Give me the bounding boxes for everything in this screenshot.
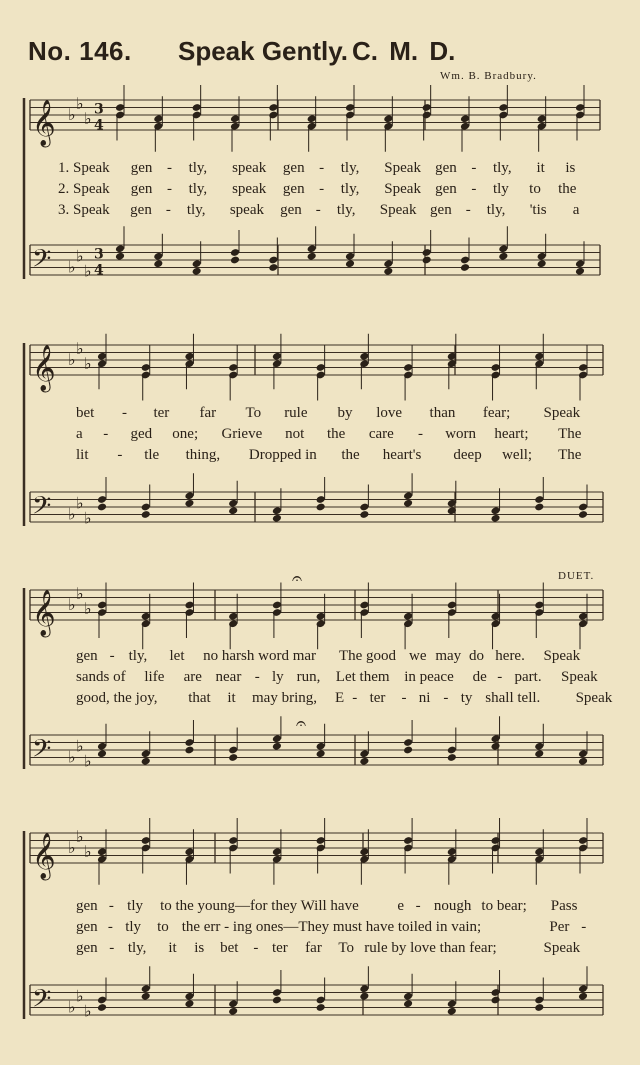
lyric-syllable: lit — [76, 447, 89, 463]
flat-key-signature-icon: ♭ — [68, 105, 76, 124]
lyric-syllable: no harsh word mar — [203, 648, 317, 664]
lyric-syllable: tly — [125, 919, 142, 935]
lyric-syllable: it — [227, 690, 236, 706]
lyric-syllable: that — [188, 690, 211, 706]
lyric-syllable: gen — [130, 160, 153, 176]
lyric-syllable: gen — [435, 160, 457, 176]
lyric-syllable: - — [315, 202, 321, 218]
lyric-syllable: nough — [433, 898, 472, 914]
note-head — [97, 1003, 107, 1012]
lyric-syllable: may — [435, 648, 462, 664]
lyric-syllable: ter — [153, 405, 170, 421]
lyric-syllable: ly — [272, 669, 284, 685]
bass-clef-icon: 𝄢 — [32, 244, 52, 280]
lyric-syllable: one; — [172, 426, 199, 442]
lyric-syllable: to — [529, 181, 541, 197]
lyric-syllable: tly, — [486, 202, 506, 218]
time-signature-icon: 3 — [94, 101, 104, 118]
lyric-syllable: bet — [220, 940, 239, 956]
lyric-syllable: e — [397, 898, 405, 914]
lyric-syllable: speak — [229, 202, 264, 218]
flat-key-signature-icon: ♭ — [76, 583, 84, 603]
note-head — [491, 742, 501, 751]
note-head — [403, 999, 413, 1008]
lyric-syllable: - — [471, 181, 477, 197]
flat-key-signature-icon: ♭ — [76, 986, 84, 1006]
lyric-syllable: - — [166, 181, 172, 197]
flat-key-signature-icon: ♭ — [84, 353, 92, 373]
lyric-syllable: to bear; — [481, 898, 527, 914]
lyric-syllable: gen — [130, 202, 152, 218]
lyric-syllable: - — [471, 160, 477, 176]
lyric-syllable: in peace — [404, 669, 454, 685]
lyric-syllable: ni — [418, 690, 431, 706]
note-head — [460, 263, 470, 272]
note-head — [498, 252, 508, 261]
lyric-line — [0, 202, 640, 222]
note-head — [192, 267, 202, 276]
treble-clef-icon: 𝄞 — [32, 833, 56, 879]
note-head — [141, 757, 151, 766]
flat-key-signature-icon: ♭ — [68, 595, 76, 614]
lyric-syllable: tly — [492, 181, 509, 197]
lyric-syllable: is — [194, 940, 205, 956]
lyric-syllable: de — [472, 669, 487, 685]
treble-clef-icon: 𝄞 — [32, 590, 56, 636]
note-head — [230, 256, 240, 265]
lyric-syllable: - — [253, 940, 259, 956]
note-head — [316, 1003, 326, 1012]
lyric-syllable: the — [558, 181, 577, 197]
lyric-syllable: 3. Speak — [58, 202, 110, 218]
lyric-syllable: here. — [495, 648, 525, 664]
lyric-syllable: - — [319, 181, 325, 197]
lyric-syllable: tly, — [336, 202, 356, 218]
lyric-syllable: - — [443, 690, 449, 706]
fermata-icon: 𝄐 — [292, 568, 303, 589]
lyric-syllable: care — [368, 426, 394, 442]
lyric-syllable: 1. Speak — [58, 160, 110, 176]
note-head — [403, 746, 413, 755]
lyric-line — [0, 181, 640, 201]
note-head — [268, 263, 278, 272]
note-head — [184, 746, 194, 755]
lyric-syllable: Per — [549, 919, 570, 935]
lyric-syllable: - — [122, 405, 128, 421]
lyric-syllable: life — [144, 669, 165, 685]
lyric-syllable: let — [169, 648, 185, 664]
flat-key-signature-icon: ♭ — [84, 108, 92, 128]
flat-key-signature-icon: ♭ — [76, 246, 84, 266]
note-head — [115, 252, 125, 261]
lyric-line — [0, 648, 640, 668]
note-head — [403, 499, 413, 508]
lyric-syllable: - — [165, 202, 171, 218]
note-head — [578, 510, 588, 519]
flat-key-signature-icon: ♭ — [68, 747, 76, 767]
lyric-syllable: it — [168, 940, 177, 956]
lyric-syllable: - — [319, 160, 325, 176]
lyric-syllable: - — [415, 898, 421, 914]
lyric-syllable: it — [536, 160, 545, 176]
lyric-syllable: Speak — [543, 940, 581, 956]
lyric-line — [0, 669, 640, 689]
lyric-syllable: The — [558, 426, 582, 442]
note-head — [97, 749, 107, 758]
note-head — [184, 999, 194, 1008]
lyric-syllable: - — [117, 447, 123, 463]
flat-key-signature-icon: ♭ — [84, 598, 92, 618]
fermata-icon: 𝄐 — [296, 713, 307, 734]
lyric-syllable: gen — [130, 181, 153, 197]
flat-key-signature-icon: ♭ — [76, 93, 84, 113]
lyric-syllable: deep — [453, 447, 482, 463]
lyric-syllable: rule — [284, 405, 308, 421]
lyric-syllable: gen — [282, 181, 305, 197]
lyric-line — [0, 690, 640, 710]
note-head — [575, 267, 585, 276]
note-head — [345, 259, 355, 268]
lyric-syllable: tly, — [492, 160, 512, 176]
hymn-meter: C. M. D. — [352, 36, 456, 66]
time-signature-icon: 4 — [94, 117, 104, 134]
lyric-syllable: Speak — [575, 690, 613, 706]
lyric-syllable: - — [465, 202, 471, 218]
lyric-syllable: - — [352, 690, 358, 706]
note-head — [534, 1003, 544, 1012]
lyric-syllable: bet — [76, 405, 95, 421]
note-head — [141, 992, 151, 1001]
note-head — [272, 742, 282, 751]
bass-clef-icon: 𝄢 — [32, 491, 52, 527]
lyric-syllable: near — [215, 669, 242, 685]
flat-key-signature-icon: ♭ — [76, 338, 84, 358]
bass-clef-icon: 𝄢 — [32, 734, 52, 770]
lyric-syllable: shall tell. — [485, 690, 541, 706]
lyric-syllable: to — [157, 919, 169, 935]
note-head — [153, 259, 163, 268]
lyric-syllable: tly, — [127, 940, 147, 956]
note-head — [316, 503, 326, 512]
note-head — [534, 749, 544, 758]
lyric-syllable: tly, — [128, 648, 148, 664]
lyric-syllable: - — [254, 669, 260, 685]
lyric-syllable: E — [335, 690, 345, 706]
lyric-syllable: tly, — [340, 160, 360, 176]
time-signature-icon: 4 — [94, 262, 104, 279]
note-head — [491, 514, 501, 523]
treble-clef-icon: 𝄞 — [32, 100, 56, 146]
lyric-syllable: far — [305, 940, 322, 956]
flat-key-signature-icon: ♭ — [84, 841, 92, 861]
lyric-line — [0, 405, 640, 425]
lyric-syllable: ty — [460, 690, 473, 706]
lyric-syllable: gen — [76, 898, 98, 914]
lyric-syllable: tle — [144, 447, 160, 463]
flat-key-signature-icon: ♭ — [68, 257, 76, 277]
note-head — [383, 267, 393, 276]
hymn-number: No. 146. — [28, 36, 132, 66]
note-head — [228, 753, 238, 762]
note-head — [578, 992, 588, 1001]
bass-clef-icon: 𝄢 — [32, 984, 52, 1020]
lyric-syllable: Speak — [384, 160, 421, 176]
lyric-syllable: gen — [76, 940, 98, 956]
lyric-syllable: sands of — [76, 669, 126, 685]
lyric-syllable: speak — [232, 160, 267, 176]
lyric-syllable: - — [401, 690, 407, 706]
flat-key-signature-icon: ♭ — [76, 736, 84, 756]
lyric-syllable: - — [108, 898, 114, 914]
lyric-syllable: gen — [430, 202, 452, 218]
lyric-line — [0, 940, 640, 960]
lyric-syllable: - — [581, 919, 587, 935]
note-head — [316, 749, 326, 758]
lyric-syllable: - — [103, 426, 109, 442]
lyric-syllable: Let them — [335, 669, 390, 685]
lyric-syllable: Grieve — [221, 426, 263, 442]
lyric-syllable: - — [109, 648, 115, 664]
lyric-syllable: worn — [445, 426, 477, 442]
lyric-syllable: gen — [76, 919, 98, 935]
lyric-syllable: heart; — [494, 426, 529, 442]
lyric-syllable: Speak — [543, 405, 581, 421]
flat-key-signature-icon: ♭ — [84, 751, 92, 771]
lyric-syllable: the — [341, 447, 360, 463]
lyric-syllable: rule by love than fear; — [364, 940, 497, 956]
lyric-syllable: may bring, — [252, 690, 317, 706]
note-head — [141, 510, 151, 519]
lyric-syllable: - — [417, 426, 423, 442]
lyric-syllable: well; — [502, 447, 533, 463]
lyric-syllable: The — [558, 447, 582, 463]
flat-key-signature-icon: ♭ — [84, 261, 92, 281]
lyric-syllable: is — [565, 160, 576, 176]
lyric-syllable: The good — [338, 648, 397, 664]
lyric-syllable: by — [337, 405, 353, 421]
lyric-syllable: we — [409, 648, 427, 664]
lyric-syllable: Speak — [379, 202, 417, 218]
lyric-syllable: Speak — [543, 648, 581, 664]
flat-key-signature-icon: ♭ — [68, 838, 76, 857]
treble-clef-icon: 𝄞 — [32, 345, 56, 391]
lyric-syllable: speak — [232, 181, 267, 197]
lyric-syllable: ter — [271, 940, 288, 956]
note-head — [97, 503, 107, 512]
flat-key-signature-icon: ♭ — [68, 350, 76, 369]
note-head — [184, 499, 194, 508]
lyric-syllable: tly, — [188, 181, 208, 197]
flat-key-signature-icon: ♭ — [76, 493, 84, 513]
lyric-syllable: tly, — [188, 160, 208, 176]
lyric-syllable: Speak — [561, 669, 598, 685]
duet-label: DUET. — [558, 570, 595, 582]
lyric-syllable: tly, — [186, 202, 206, 218]
flat-key-signature-icon: ♭ — [76, 826, 84, 846]
lyric-syllable: than — [429, 405, 456, 421]
note-head — [359, 510, 369, 519]
lyric-syllable: part. — [514, 669, 542, 685]
note-head — [272, 996, 282, 1005]
lyric-syllable: tly — [127, 898, 144, 914]
lyric-syllable: 2. Speak — [58, 181, 110, 197]
lyric-syllable: thing, — [185, 447, 221, 463]
note-head — [537, 259, 547, 268]
lyric-line — [0, 447, 640, 467]
flat-key-signature-icon: ♭ — [84, 508, 92, 528]
note-head — [307, 252, 317, 261]
composer-credit: Wm. B. Bradbury. — [440, 70, 537, 82]
lyric-syllable: good, the joy, — [76, 690, 158, 706]
lyric-line — [0, 426, 640, 446]
lyric-syllable: not — [285, 426, 305, 442]
lyric-syllable: gen — [282, 160, 305, 176]
flat-key-signature-icon: ♭ — [68, 997, 76, 1017]
note-head — [359, 757, 369, 766]
lyric-syllable: heart's — [382, 447, 422, 463]
note-head — [228, 1007, 238, 1016]
lyric-syllable: a — [572, 202, 580, 218]
lyric-syllable: gen — [76, 648, 98, 664]
note-head — [228, 506, 238, 515]
note-head — [447, 1007, 457, 1016]
lyric-syllable: ter — [369, 690, 386, 706]
note-head — [359, 992, 369, 1001]
note-head — [447, 753, 457, 762]
flat-key-signature-icon: ♭ — [84, 1001, 92, 1021]
lyric-syllable: far — [199, 405, 217, 421]
note-head — [534, 503, 544, 512]
note-head — [422, 256, 432, 265]
lyric-syllable: a — [76, 426, 83, 442]
lyric-line — [0, 919, 640, 939]
lyric-syllable: 'tis — [529, 202, 547, 218]
lyric-syllable: To — [338, 940, 354, 956]
note-head — [272, 514, 282, 523]
lyric-line — [0, 898, 640, 918]
lyric-syllable: the — [327, 426, 346, 442]
lyric-syllable: - — [497, 669, 503, 685]
lyric-syllable: run, — [296, 669, 321, 685]
lyric-syllable: love — [376, 405, 403, 421]
lyric-line — [0, 160, 640, 180]
lyric-syllable: do — [468, 648, 484, 664]
lyric-syllable: tly, — [340, 181, 360, 197]
lyric-syllable: - — [166, 160, 172, 176]
lyric-syllable: gen — [280, 202, 302, 218]
lyric-syllable: Dropped in — [248, 447, 317, 463]
note-head — [578, 757, 588, 766]
lyric-syllable: fear; — [482, 405, 511, 421]
lyric-syllable: ged — [130, 426, 153, 442]
hymn-title: Speak Gently. — [178, 36, 349, 66]
time-signature-icon: 3 — [94, 246, 104, 263]
lyric-syllable: - — [109, 940, 115, 956]
flat-key-signature-icon: ♭ — [68, 504, 76, 524]
note-head — [491, 996, 501, 1005]
lyric-syllable: Pass — [550, 898, 578, 914]
lyric-syllable: Speak — [384, 181, 421, 197]
lyric-syllable: the err - ing ones—They must have toiled in vain; — [181, 919, 482, 935]
lyric-syllable: are — [183, 669, 202, 685]
lyric-syllable: to the young—for they Will have — [160, 898, 359, 914]
lyric-syllable: To — [245, 405, 262, 421]
lyric-syllable: gen — [435, 181, 457, 197]
lyric-syllable: - — [107, 919, 113, 935]
